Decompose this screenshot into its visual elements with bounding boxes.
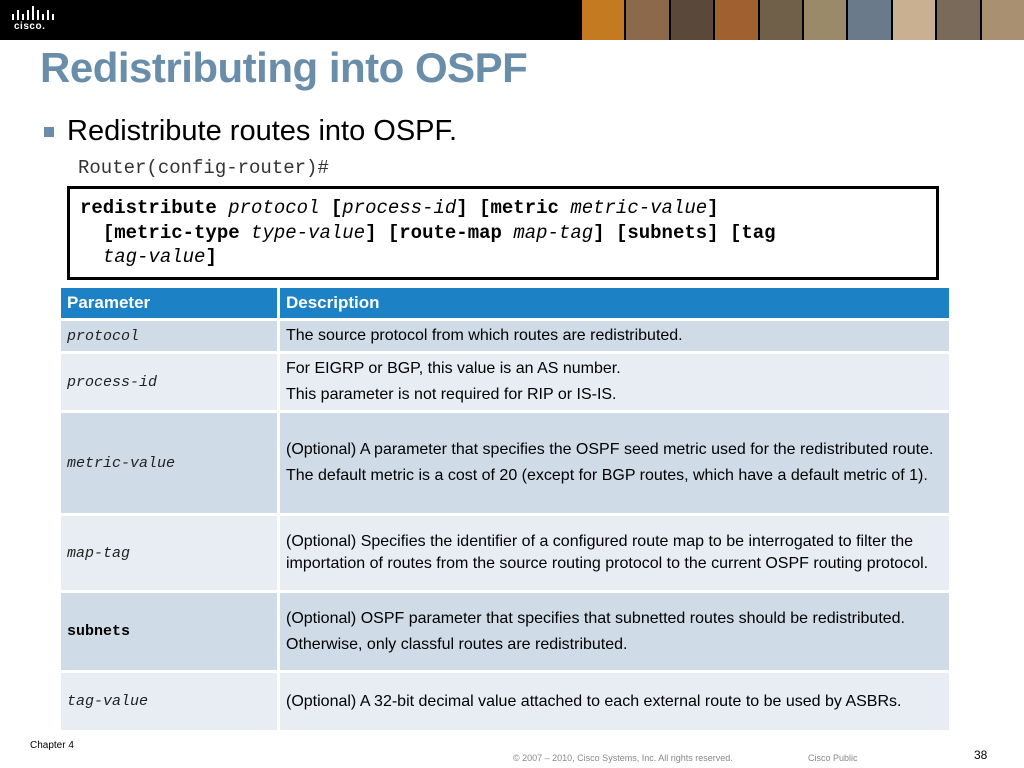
square-bullet-icon [44, 127, 54, 137]
syntax-keyword: ] [metric [456, 197, 559, 219]
command-syntax [80, 196, 926, 270]
param-name: protocol [61, 318, 280, 351]
bullet-item [44, 115, 457, 148]
column-header-parameter: Parameter [61, 288, 280, 318]
description-line: (Optional) A parameter that specifies the OSPF seed metric used for the redistributed route. [286, 441, 934, 458]
header-photo [980, 0, 1024, 40]
param-name: subnets [61, 590, 280, 670]
syntax-bracket: [ [330, 197, 343, 219]
bullet-text: Redistribute routes into OSPF. [67, 115, 458, 147]
cli-prompt: Router(config-router)# [78, 157, 329, 179]
syntax-line-1 [80, 196, 926, 221]
slide-title: Redistributing into OSPF [40, 44, 528, 91]
description-line: Otherwise, only classful routes are redistributed. [286, 635, 628, 653]
copyright-notice: © 2007 – 2010, Cisco Systems, Inc. All rights reserved. [513, 753, 733, 763]
syntax-line-3 [80, 245, 926, 270]
page-number: 38 [974, 748, 988, 762]
syntax-argument: metric-value [570, 197, 708, 219]
param-name: metric-value [61, 410, 280, 513]
description-line: (Optional) Specifies the identifier of a configured route map to be interrogated to filter the importation of routes from the source routing protocol to the current OSPF routing protocol. [286, 533, 929, 572]
description-line: This parameter is not required for RIP or IS-IS. [286, 386, 617, 403]
description-line: The default metric is a cost of 20 (except for BGP routes, which have a default metric of 1). [286, 467, 928, 484]
description-line: (Optional) A 32-bit decimal value attached to each external route to be used by ASBRs. [286, 692, 902, 710]
header-photo [846, 0, 890, 40]
param-name: process-id [61, 351, 280, 410]
header-photo [713, 0, 757, 40]
description-line: For EIGRP or BGP, this value is an AS number. [286, 360, 621, 377]
param-description [280, 410, 949, 513]
syntax-keyword: [metric-type [102, 221, 240, 244]
table-row [61, 351, 949, 410]
table-header-row [61, 288, 949, 318]
table-row [61, 670, 949, 730]
logo-wordmark: cisco. [14, 21, 46, 32]
header-photo [891, 0, 935, 40]
table-row [61, 513, 949, 590]
param-description [280, 670, 949, 730]
syntax-argument: tag-value [102, 246, 206, 268]
header-photo [669, 0, 713, 40]
parameter-table [61, 288, 949, 730]
syntax-bracket: ] [205, 246, 217, 268]
syntax-argument: type-value [251, 221, 366, 244]
header-photo [802, 0, 846, 40]
table-row [61, 410, 949, 513]
classification-label: Cisco Public [808, 753, 858, 763]
param-description [280, 351, 949, 410]
param-name: tag-value [61, 670, 280, 730]
description-line: The source protocol from which routes are redistributed. [286, 327, 683, 344]
syntax-bracket: ] [707, 197, 719, 219]
syntax-keyword: ] [subnets] [tag [593, 221, 776, 244]
syntax-argument: map-tag [513, 221, 594, 244]
param-description [280, 513, 949, 590]
syntax-line-2 [80, 221, 926, 246]
header-photo [758, 0, 802, 40]
command-syntax-box [67, 186, 939, 280]
param-description [280, 590, 949, 670]
header-photo [935, 0, 979, 40]
description-line: (Optional) OSPF parameter that specifies that subnetted routes should be redistributed. [286, 609, 905, 627]
header-photo [580, 0, 624, 40]
param-description [280, 318, 949, 351]
syntax-argument: protocol [228, 197, 320, 219]
table-row [61, 590, 949, 670]
table-row [61, 318, 949, 351]
header-photo-strip [580, 0, 1024, 40]
syntax-argument: process-id [342, 197, 457, 219]
syntax-keyword: redistribute [80, 197, 217, 219]
param-name: map-tag [61, 513, 280, 590]
header-bar [0, 0, 1024, 40]
syntax-keyword: ] [route-map [365, 221, 502, 244]
chapter-label: Chapter 4 [30, 740, 74, 751]
header-photo [624, 0, 668, 40]
column-header-description: Description [280, 288, 949, 318]
